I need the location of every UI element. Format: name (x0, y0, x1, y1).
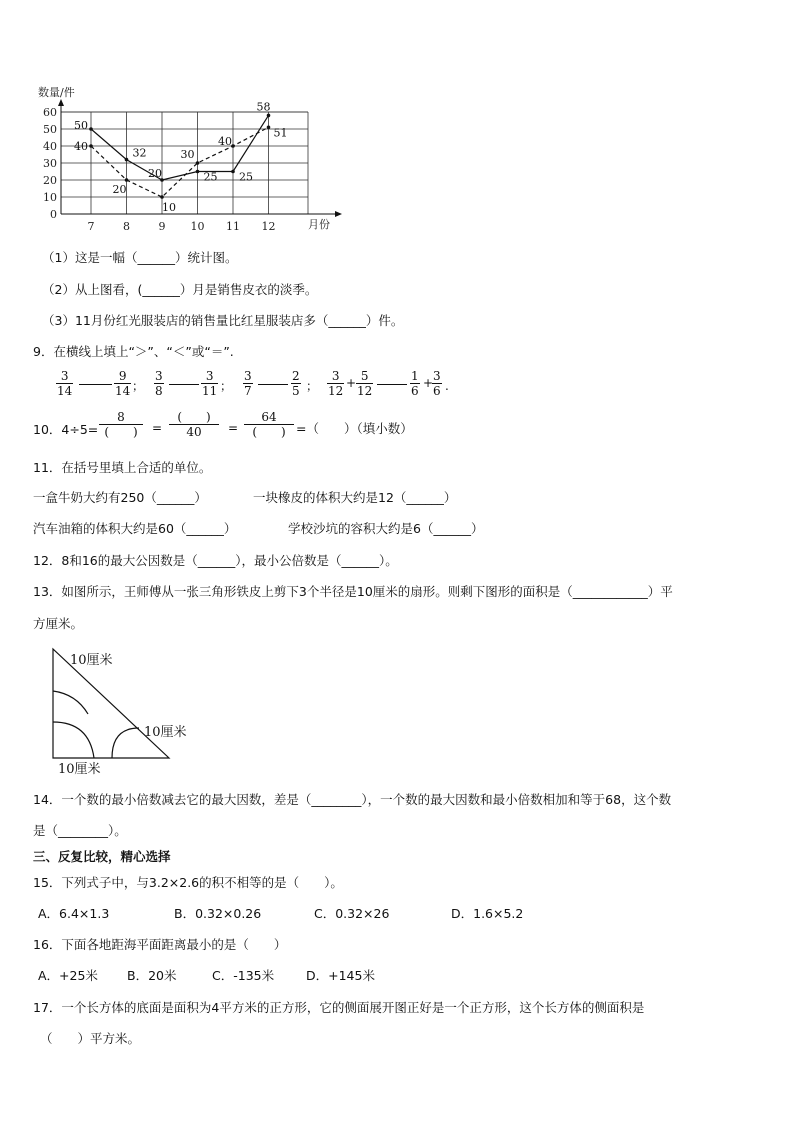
x-tick-label: 10 (190, 220, 205, 233)
section-3-heading: 三、反复比较，精心选择 (33, 849, 171, 864)
chart-grid (58, 99, 342, 217)
equals-sign: = (228, 421, 239, 435)
q14-line2: 是（________）。 (33, 823, 127, 838)
denominator: 40 (169, 424, 219, 439)
q9-p4-a2 (356, 369, 373, 398)
data-label: 20 (112, 183, 127, 196)
data-label: 25 (203, 170, 218, 184)
plus-sign: + (423, 376, 434, 390)
triangle-sector-figure (44, 640, 204, 780)
data-point (125, 158, 129, 162)
denominator: 12 (328, 384, 344, 398)
q9-title: 9．在横线上填上“＞”、“＜”或“＝”. (33, 344, 234, 359)
q10-frac-2 (170, 410, 218, 439)
denominator: 8 (155, 384, 163, 398)
y-tick-label: 50 (43, 123, 57, 136)
plus-sign: + (346, 376, 357, 390)
q15-option-c: C．0.32×26 (314, 906, 390, 921)
x-tick-label: 7 (87, 220, 95, 233)
q9-p2-a (154, 369, 164, 398)
q11-a: 一盒牛奶大约有250（______） (33, 490, 207, 505)
q13-line1: 13．如图所示，王师傅从一张三角形铁皮上剪下3个半径是10厘米的扇形。则剩下图形的面积是（____________）平 (33, 584, 673, 599)
data-label: 40 (218, 135, 232, 148)
numerator: 1 (411, 369, 419, 383)
x-tick-label: 11 (226, 220, 240, 233)
q10-lead: 10．4÷5= (33, 422, 99, 437)
label-hypotenuse: 10厘米 (144, 725, 187, 740)
data-label: 51 (273, 126, 288, 140)
q9-p4-blank (377, 384, 407, 385)
q8-sub2: （2）从上图看，(______）月是销售皮衣的淡季。 (42, 282, 318, 297)
denominator: 6 (433, 384, 441, 398)
q16-option-a: A．+25米 (38, 968, 98, 983)
numerator: 5 (360, 369, 369, 383)
q11-b: 一块橡皮的体积大约是12（______） (253, 490, 457, 505)
numerator: 9 (118, 369, 127, 383)
denominator: 14 (57, 384, 73, 398)
q16-option-c: C．-135米 (212, 968, 275, 983)
data-label: 30 (180, 148, 195, 161)
q12: 12．8和16的最大公因数是（______），最小公倍数是（______）。 (33, 553, 398, 568)
denominator: ( ) (244, 424, 294, 439)
y-tick-label: 30 (43, 157, 57, 170)
q13-line2: 方厘米。 (33, 616, 84, 631)
q9-p1-blank (79, 384, 112, 385)
q17-line2: （ ）平方米。 (40, 1031, 141, 1046)
data-point (267, 126, 271, 130)
numerator: ( ) (177, 410, 211, 424)
q9-p1-a (56, 369, 73, 398)
q14-line1: 14．一个数的最小倍数减去它的最大因数，差是（________），一个数的最大因数和最小倍数相加和等于68，这个数 (33, 792, 672, 807)
label-leg-bottom: 10厘米 (58, 762, 101, 777)
numerator: 3 (60, 369, 69, 383)
q10-frac-1 (100, 410, 142, 439)
numerator: 8 (117, 410, 125, 424)
x-tick-label: 12 (261, 220, 276, 233)
q8-sub3: （3）11月份红光服装店的销售量比红星服装店多（______）件。 (42, 313, 404, 328)
denominator: 5 (292, 384, 300, 398)
label-leg-top: 10厘米 (70, 653, 113, 668)
y-tick-label: 60 (43, 106, 57, 119)
data-label: 50 (74, 119, 88, 132)
data-label: 58 (256, 100, 271, 114)
data-label: 10 (162, 201, 176, 214)
data-point (196, 161, 200, 165)
data-label: 40 (74, 140, 88, 153)
denominator: 7 (244, 384, 252, 398)
separator: ； (220, 379, 233, 393)
y-tick-label: 40 (43, 140, 57, 153)
numerator: 3 (155, 369, 163, 383)
sector-arc-right (112, 728, 139, 758)
denominator: 12 (357, 384, 373, 398)
q10-tail: =（ ）（填小数） (296, 421, 413, 436)
sector-arc-top (53, 691, 88, 714)
denominator: 6 (411, 384, 419, 398)
x-axis-arrow (335, 211, 342, 217)
q15-title: 15．下列式子中，与3.2×2.6的积不相等的是（ ）。 (33, 875, 343, 890)
q9-p1-b (114, 369, 131, 398)
data-point (267, 114, 271, 118)
x-tick-label: 8 (123, 220, 130, 233)
numerator: 2 (292, 369, 300, 383)
y-axis-label: 数量/件 (38, 86, 75, 99)
q16-option-b: B．20米 (127, 968, 177, 983)
numerator: 3 (244, 369, 252, 383)
data-point (160, 195, 164, 199)
denominator: 11 (202, 384, 218, 398)
sector-arc-left (53, 722, 94, 758)
q9-p3-a (243, 369, 253, 398)
x-axis-label: 月份 (308, 218, 330, 231)
data-point (89, 127, 93, 131)
numerator: 3 (433, 369, 441, 383)
q9-p2-b (201, 369, 218, 398)
line-chart (30, 80, 350, 235)
q9-p3-b (291, 369, 301, 398)
numerator: 64 (261, 410, 277, 424)
q15-option-d: D．1.6×5.2 (451, 906, 524, 921)
q15-option-b: B．0.32×0.26 (174, 906, 262, 921)
separator: ； (132, 379, 145, 393)
data-label: 25 (239, 170, 253, 184)
q16-title: 16．下面各地距海平面距离最小的是（ ） (33, 937, 287, 952)
q9-p4-b1 (410, 369, 420, 398)
q9-p4-a1 (327, 369, 344, 398)
denominator: 14 (115, 384, 131, 398)
data-label: 32 (132, 146, 147, 160)
denominator: ( ) (99, 424, 143, 439)
equals-sign: = (152, 421, 163, 435)
q9-p3-blank (258, 384, 288, 385)
q10-frac-3 (245, 410, 293, 439)
y-axis-arrow (58, 99, 64, 106)
q17-line1: 17．一个长方体的底面是面积为4平方米的正方形，它的侧面展开图正好是一个正方形，这个长方体的侧面积是 (33, 1000, 645, 1015)
data-point (231, 170, 235, 174)
q8-sub1: （1）这是一幅（______）统计图。 (42, 250, 238, 265)
separator: ； (306, 379, 319, 393)
data-point (196, 170, 200, 174)
y-tick-label: 20 (43, 174, 57, 187)
q11-d: 学校沙坑的容积大约是6（______） (288, 521, 484, 536)
q15-option-a: A．6.4×1.3 (38, 906, 110, 921)
q9-p2-blank (169, 384, 199, 385)
numerator: 3 (331, 369, 340, 383)
q11-c: 汽车油箱的体积大约是60（______） (33, 521, 237, 536)
q9-p4-b2 (432, 369, 442, 398)
data-point (125, 178, 129, 182)
data-label: 20 (148, 167, 162, 180)
period: . (445, 379, 449, 393)
y-tick-label: 0 (50, 208, 57, 221)
q11-title: 11．在括号里填上合适的单位。 (33, 460, 212, 475)
x-tick-label: 9 (158, 220, 166, 233)
data-point (89, 144, 93, 148)
q16-option-d: D．+145米 (306, 968, 375, 983)
numerator: 3 (205, 369, 214, 383)
y-tick-label: 10 (43, 191, 57, 204)
